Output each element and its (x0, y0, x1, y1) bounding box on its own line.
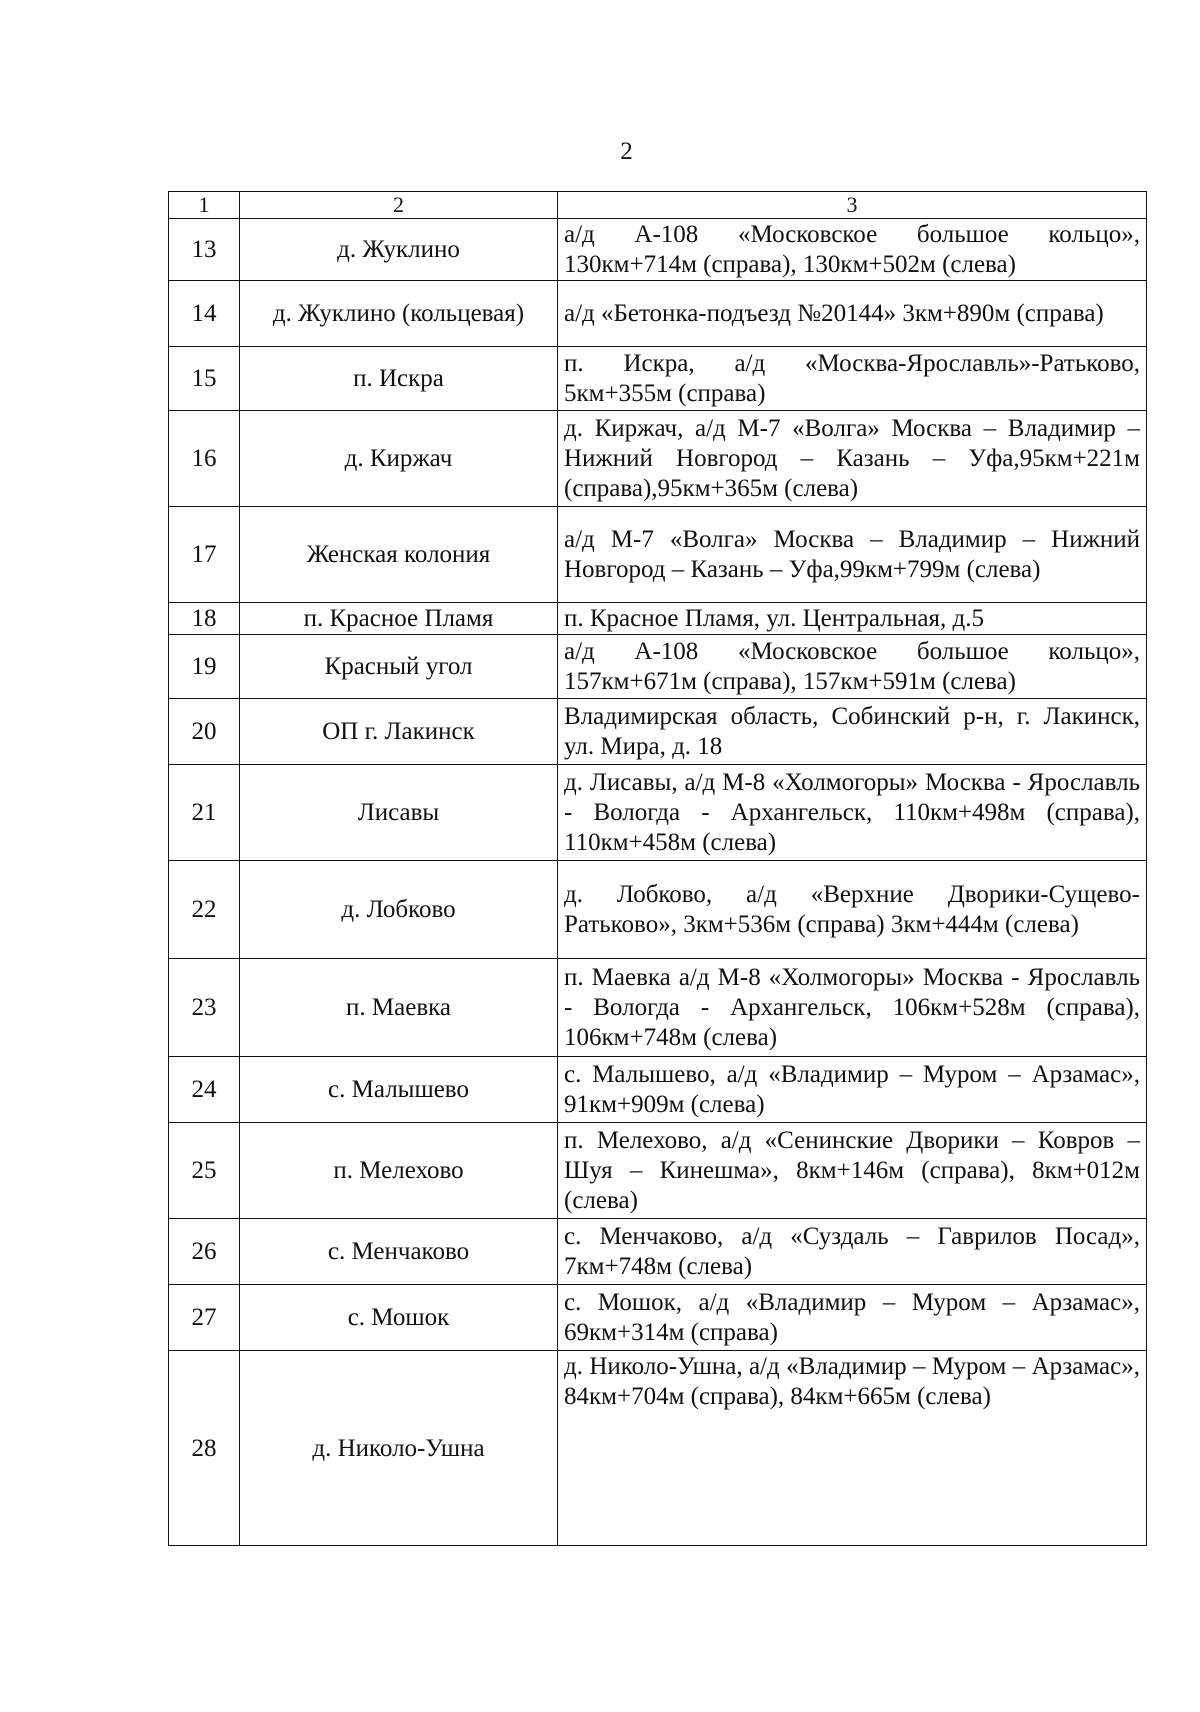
stops-table (168, 191, 1147, 1546)
stop-name: д. Жуклино (240, 219, 558, 281)
row-number: 20 (169, 699, 240, 765)
table-row (169, 603, 1147, 635)
stop-name: с. Мошок (240, 1285, 558, 1351)
row-number: 13 (169, 219, 240, 281)
row-number: 17 (169, 507, 240, 603)
table-row (169, 1123, 1147, 1219)
stop-location: с. Менчаково, а/д «Суздаль – Гаврилов Посад», 7км+748м (слева) (558, 1219, 1147, 1285)
stop-name: Лисавы (240, 765, 558, 861)
stop-location: а/д «Бетонка-подъезд №20144» 3км+890м (справа) (558, 281, 1147, 347)
stop-name: с. Малышево (240, 1057, 558, 1123)
stop-location: с. Мошок, а/д «Владимир – Муром – Арзамас», 69км+314м (справа) (558, 1285, 1147, 1351)
stop-location: а/д А-108 «Московское большое кольцо», 157км+671м (справа), 157км+591м (слева) (558, 635, 1147, 699)
stop-name: д. Николо-Ушна (240, 1351, 558, 1546)
stop-location: а/д М-7 «Волга» Москва – Владимир – Нижний Новгород – Казань – Уфа,99км+799м (слева) (558, 507, 1147, 603)
table-row (169, 1057, 1147, 1123)
stop-location: д. Николо-Ушна, а/д «Владимир – Муром – Арзамас», 84км+704м (справа), 84км+665м (слева) (558, 1351, 1147, 1546)
row-number: 16 (169, 411, 240, 507)
stop-name: п. Красное Пламя (240, 603, 558, 635)
stop-name: д. Киржач (240, 411, 558, 507)
table-row (169, 1351, 1147, 1546)
stop-name: с. Менчаково (240, 1219, 558, 1285)
stop-location: п. Мелехово, а/д «Сенинские Дворики – Ковров – Шуя – Кинешма», 8км+146м (справа), 8км+012м (слева) (558, 1123, 1147, 1219)
row-number: 15 (169, 347, 240, 411)
stop-location: с. Малышево, а/д «Владимир – Муром – Арзамас», 91км+909м (слева) (558, 1057, 1147, 1123)
stop-location: Владимирская область, Собинский р-н, г. Лакинск, ул. Мира, д. 18 (558, 699, 1147, 765)
table-header-row (169, 192, 1147, 219)
table-row (169, 1285, 1147, 1351)
stop-location: п. Красное Пламя, ул. Центральная, д.5 (558, 603, 1147, 635)
row-number: 23 (169, 959, 240, 1057)
stop-location: д. Лобково, а/д «Верхние Дворики-Сущево-Ратьково», 3км+536м (справа) 3км+444м (слева) (558, 861, 1147, 959)
page-number: 2 (620, 138, 633, 165)
table-row (169, 635, 1147, 699)
table-row (169, 699, 1147, 765)
stop-location: п. Маевка а/д М-8 «Холмогоры» Москва - Ярославль - Вологда - Архангельск, 106км+528м (справа), 106км+748м (слева) (558, 959, 1147, 1057)
row-number: 27 (169, 1285, 240, 1351)
stop-name: ОП г. Лакинск (240, 699, 558, 765)
table-row (169, 507, 1147, 603)
row-number: 14 (169, 281, 240, 347)
row-number: 19 (169, 635, 240, 699)
table-row (169, 219, 1147, 281)
table-row (169, 347, 1147, 411)
stop-name: д. Лобково (240, 861, 558, 959)
table-row (169, 765, 1147, 861)
stop-name: Женская колония (240, 507, 558, 603)
stop-name: д. Жуклино (кольцевая) (240, 281, 558, 347)
table-row (169, 959, 1147, 1057)
table-row (169, 1219, 1147, 1285)
column-header-number: 1 (169, 192, 240, 219)
row-number: 26 (169, 1219, 240, 1285)
stop-name: Красный угол (240, 635, 558, 699)
stop-name: п. Маевка (240, 959, 558, 1057)
stop-name: п. Мелехово (240, 1123, 558, 1219)
row-number: 18 (169, 603, 240, 635)
row-number: 28 (169, 1351, 240, 1546)
row-number: 21 (169, 765, 240, 861)
stop-location: п. Искра, а/д «Москва-Ярославль»-Ратьково, 5км+355м (справа) (558, 347, 1147, 411)
stop-location: д. Лисавы, а/д М-8 «Холмогоры» Москва - Ярославль - Вологда - Архангельск, 110км+498м (справа), 110км+458м (слева) (558, 765, 1147, 861)
column-header-name: 2 (240, 192, 558, 219)
row-number: 22 (169, 861, 240, 959)
table-row (169, 861, 1147, 959)
stop-location: д. Киржач, а/д М-7 «Волга» Москва – Владимир – Нижний Новгород – Казань – Уфа,95км+221м (справа),95км+365м (слева) (558, 411, 1147, 507)
row-number: 25 (169, 1123, 240, 1219)
stop-location: а/д А-108 «Московское большое кольцо», 130км+714м (справа), 130км+502м (слева) (558, 219, 1147, 281)
table-row (169, 411, 1147, 507)
column-header-location: 3 (558, 192, 1147, 219)
row-number: 24 (169, 1057, 240, 1123)
table-row (169, 281, 1147, 347)
stop-name: п. Искра (240, 347, 558, 411)
